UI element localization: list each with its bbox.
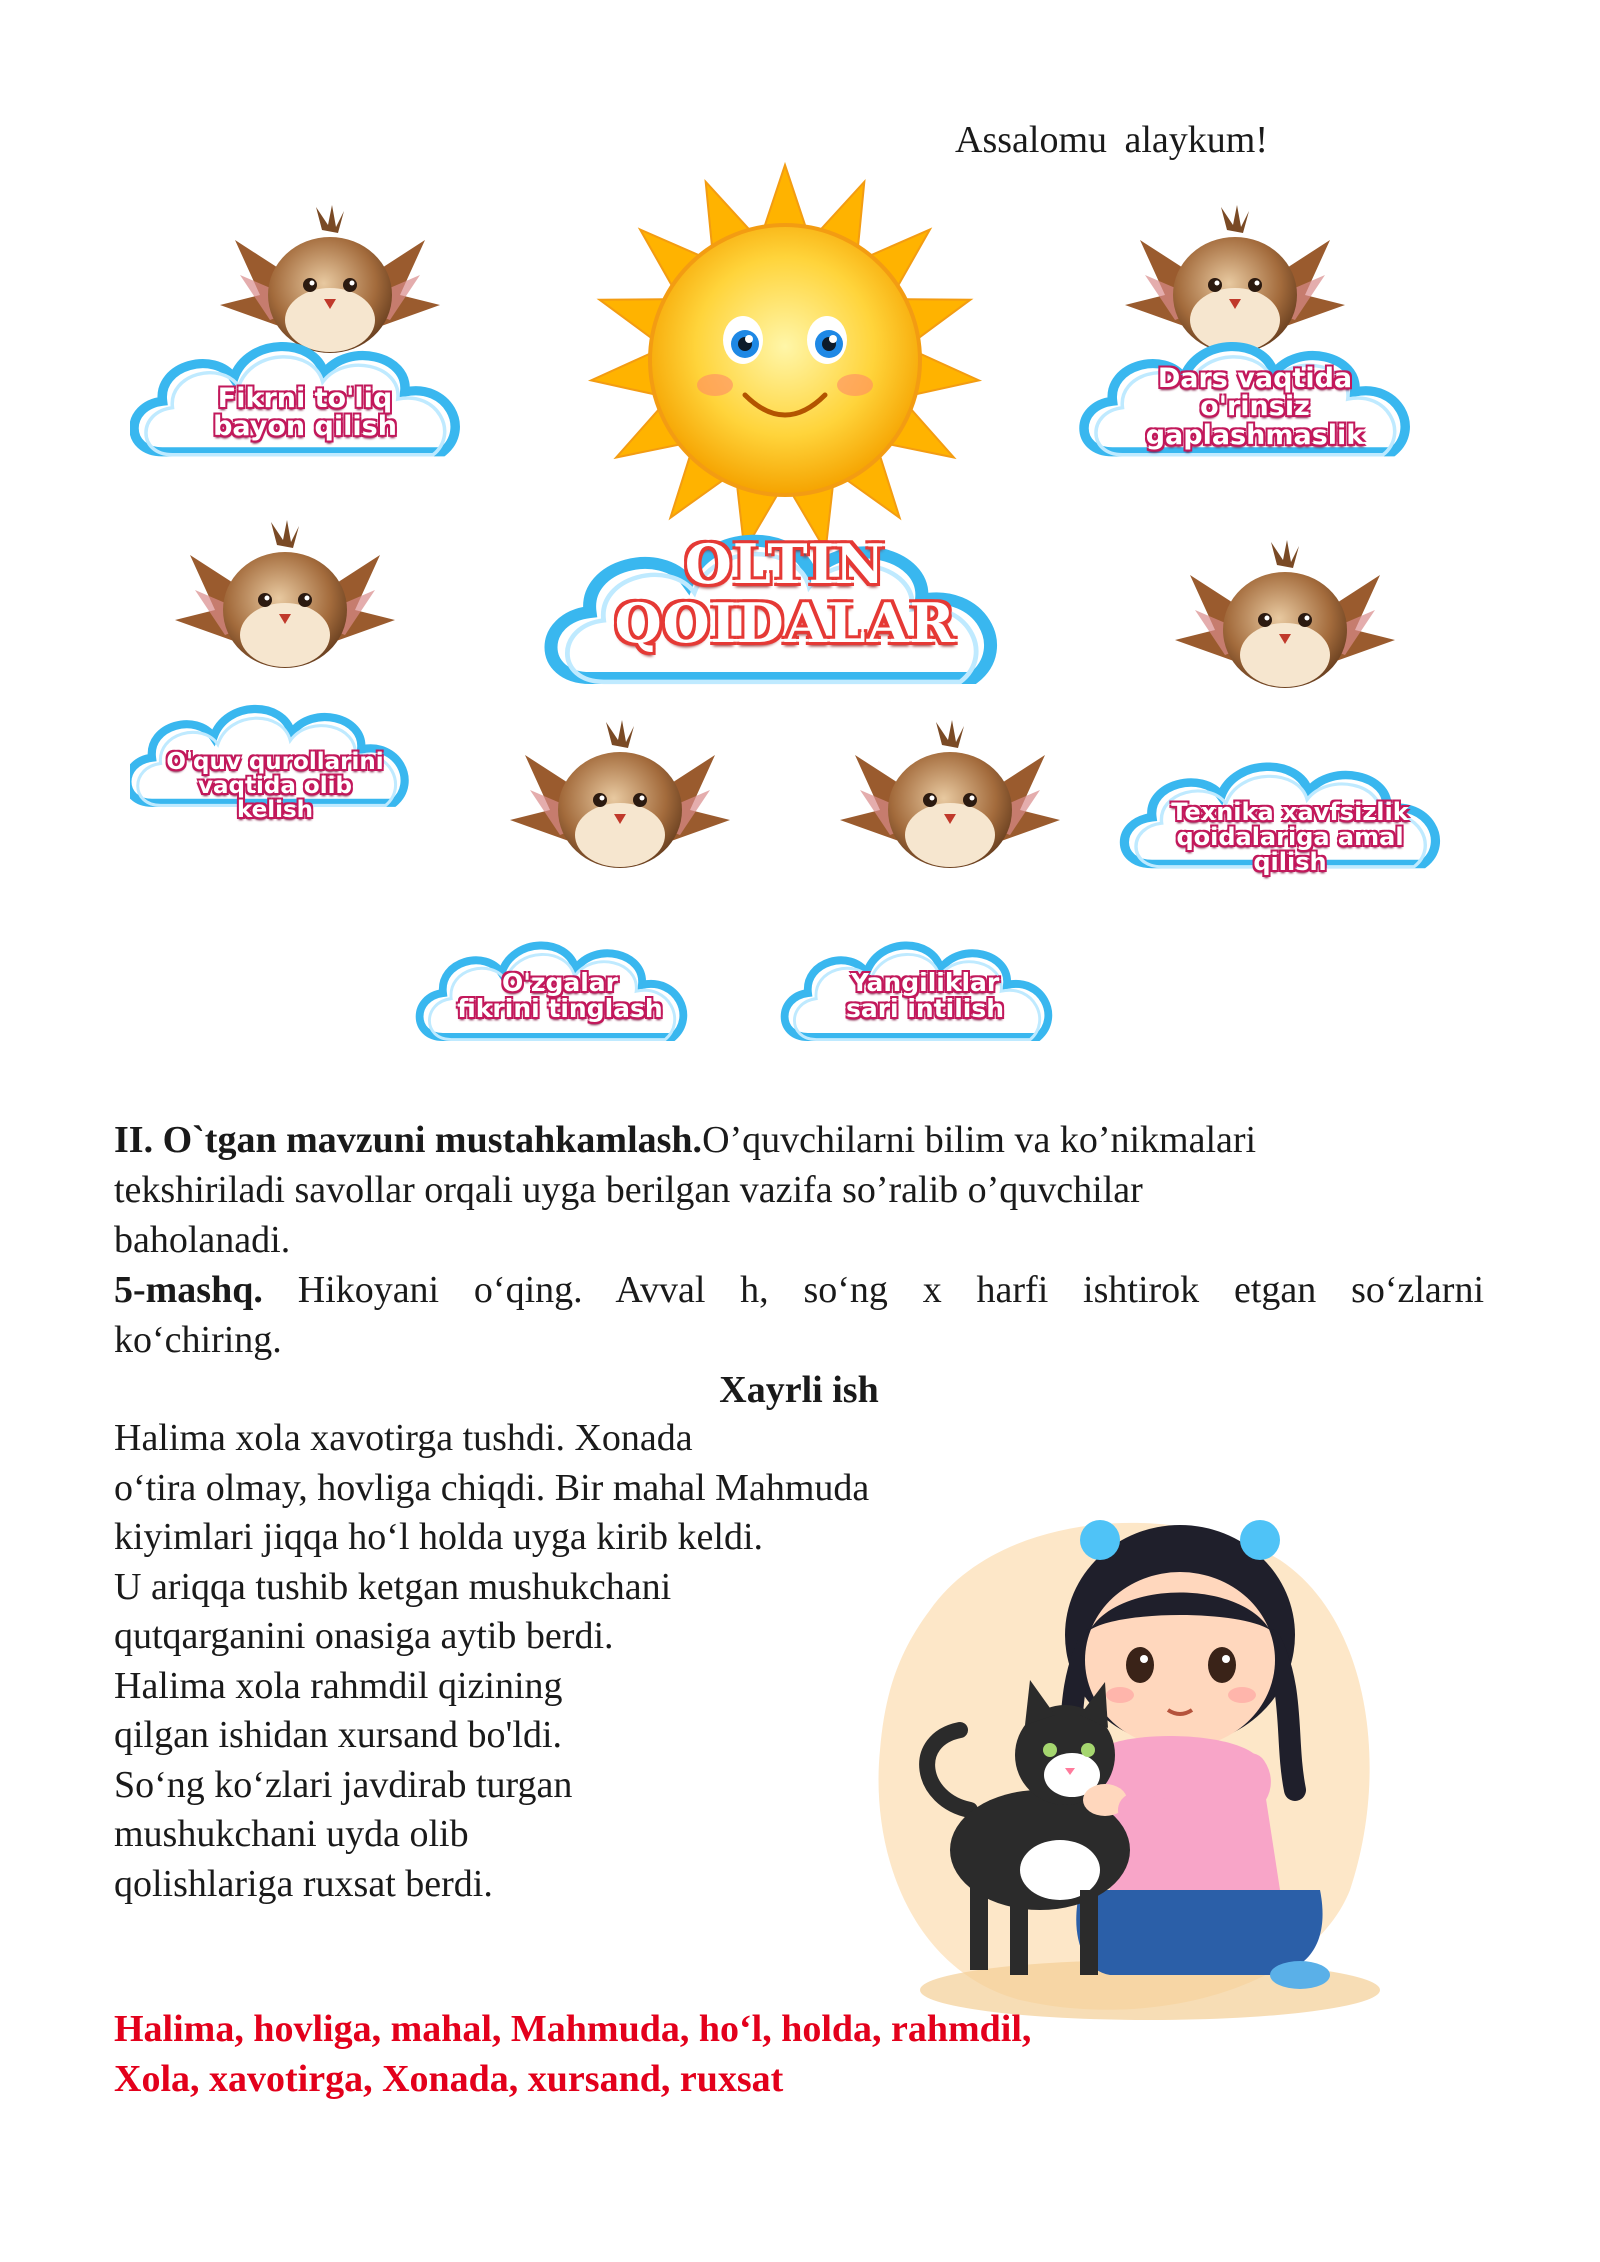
exercise-label: 5-mashq. — [114, 1269, 263, 1311]
story-line: qolishlariga ruxsat berdi. — [114, 1862, 493, 1905]
rule-label: Yangiliklar sari intilish — [845, 968, 1005, 1024]
rule-label: Texnika xavfsizlik qoidalariga amal qilish — [1171, 798, 1409, 877]
girl-with-cat-illustration — [850, 1470, 1410, 2030]
rule-label: O'quv qurollarini vaqtida olib kelish — [166, 749, 384, 824]
story-text — [114, 1414, 974, 1909]
bird-icon — [175, 520, 395, 668]
story-line: U ariqqa tushib ketgan mushukchani — [114, 1565, 672, 1608]
section-heading-block — [114, 1115, 1484, 1265]
bird-icon — [1125, 205, 1345, 353]
answer-line: Xola, xavotirga, Xonada, xursand, ruxsat — [114, 2058, 784, 2100]
poster-title: OLTIN QOIDALAR — [614, 532, 956, 656]
bird-icon — [1175, 540, 1395, 688]
story-line: So‘ng ko‘zlari javdirab turgan — [114, 1763, 573, 1806]
story-line: Halima xola xavotirga tushdi. Xonada — [114, 1417, 693, 1459]
section-text: baholanadi. — [114, 1219, 291, 1261]
story-line: Halima xola rahmdil qizining — [114, 1664, 563, 1707]
story-line: mushukchani uyda olib — [114, 1813, 469, 1855]
section-heading: II. O`tgan mavzuni mustahkamlash. — [114, 1119, 703, 1161]
section-text: tekshiriladi savollar orqali uyga berilgan vazifa so’ralib o’quvchilar — [114, 1169, 1143, 1211]
bird-icon — [220, 205, 440, 353]
story-line: kiyimlari jiqqa ho‘l holda uyga kirib keldi. — [114, 1516, 764, 1558]
greeting-text: Assalomu alaykum! — [955, 119, 1269, 161]
sun-icon — [588, 165, 981, 556]
bird-icon — [510, 720, 730, 868]
story-title: Xayrli ish — [719, 1369, 879, 1411]
rule-label: O'zgalar fikrini tinglash — [457, 968, 663, 1024]
golden-rules-poster — [130, 160, 1470, 1090]
exercise-instruction: Hikoyani o‘qing. Avval h, so‘ng x harfi ishtirok etgan so‘zlarni — [297, 1269, 1485, 1311]
story-line: qutqarganini onasiga aytib berdi. — [114, 1615, 614, 1657]
story-line: o‘tira olmay, hovliga chiqdi. Bir mahal Mahmuda — [114, 1466, 870, 1509]
rule-label: Fikrni to'liq bayon qilish — [213, 383, 397, 443]
exercise-instruction: ko‘chiring. — [114, 1319, 282, 1361]
story-line: qilgan ishidan xursand bo'ldi. — [114, 1714, 563, 1756]
answer-line: Halima, hovliga, mahal, Mahmuda, ho‘l, holda, rahmdil, — [114, 2008, 1032, 2050]
section-text: O’quvchilarni bilim va ko’nikmalari — [702, 1119, 1257, 1161]
exercise-block — [114, 1265, 1484, 1415]
rule-label: Dars vaqtida o'rinsiz gaplashmaslik — [1145, 363, 1365, 451]
answer-words — [114, 2004, 1514, 2104]
bird-icon — [840, 720, 1060, 868]
